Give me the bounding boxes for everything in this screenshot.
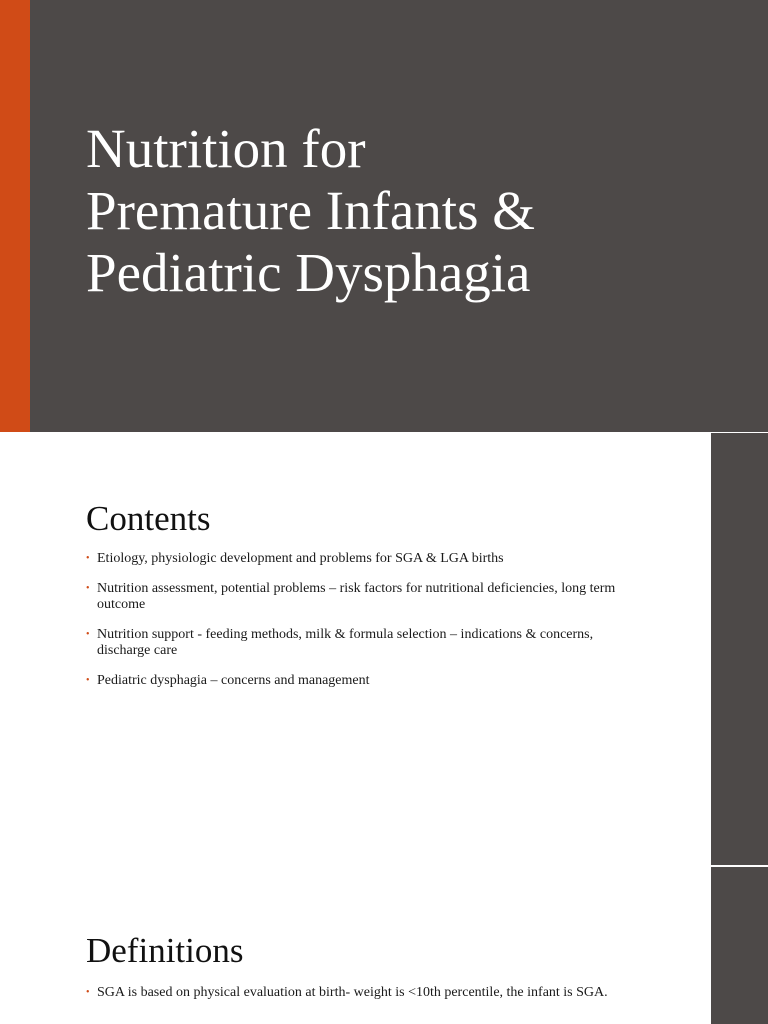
definitions-slide[interactable] [0,867,768,1024]
bullet-text: SGA is based on physical evaluation at birth- weight is <10th percentile, the infant is SGA. [97,985,608,1000]
presentation-title [86,118,726,304]
bullet-text: Etiology, physiologic development and problems for SGA & LGA births [97,551,504,566]
title-accent-bar [0,0,30,432]
slide-heading: Contents [86,499,211,538]
bullet-text: Pediatric dysphagia – concerns and management [97,672,370,688]
list-item [86,985,616,1002]
list-item [86,551,616,568]
title-line: Premature Infants & [86,180,536,241]
slide-heading: Definitions [86,931,244,970]
bullet-dot-icon: • [86,582,90,594]
bullet-list [86,551,616,702]
bullet-text: Nutrition support - feeding methods, milk & formula selection – indications & concerns, discharge care [97,626,594,658]
bullet-list [86,985,616,1015]
list-item [86,581,616,614]
title-line: Nutrition for [86,118,366,179]
bullet-dot-icon: • [86,628,90,640]
contents-slide[interactable] [0,433,768,865]
slide-side-bar [711,867,768,1024]
bullet-dot-icon: • [86,553,90,564]
list-item [86,627,616,660]
bullet-dot-icon: • [86,674,90,686]
bullet-text: Nutrition assessment, potential problems – risk factors for nutritional deficiencies, long term outcome [97,580,616,612]
title-line: Pediatric Dysphagia [86,242,531,303]
slide-side-bar [711,433,768,865]
title-slide[interactable] [0,0,768,432]
list-item [86,673,616,690]
bullet-dot-icon: • [86,987,90,998]
